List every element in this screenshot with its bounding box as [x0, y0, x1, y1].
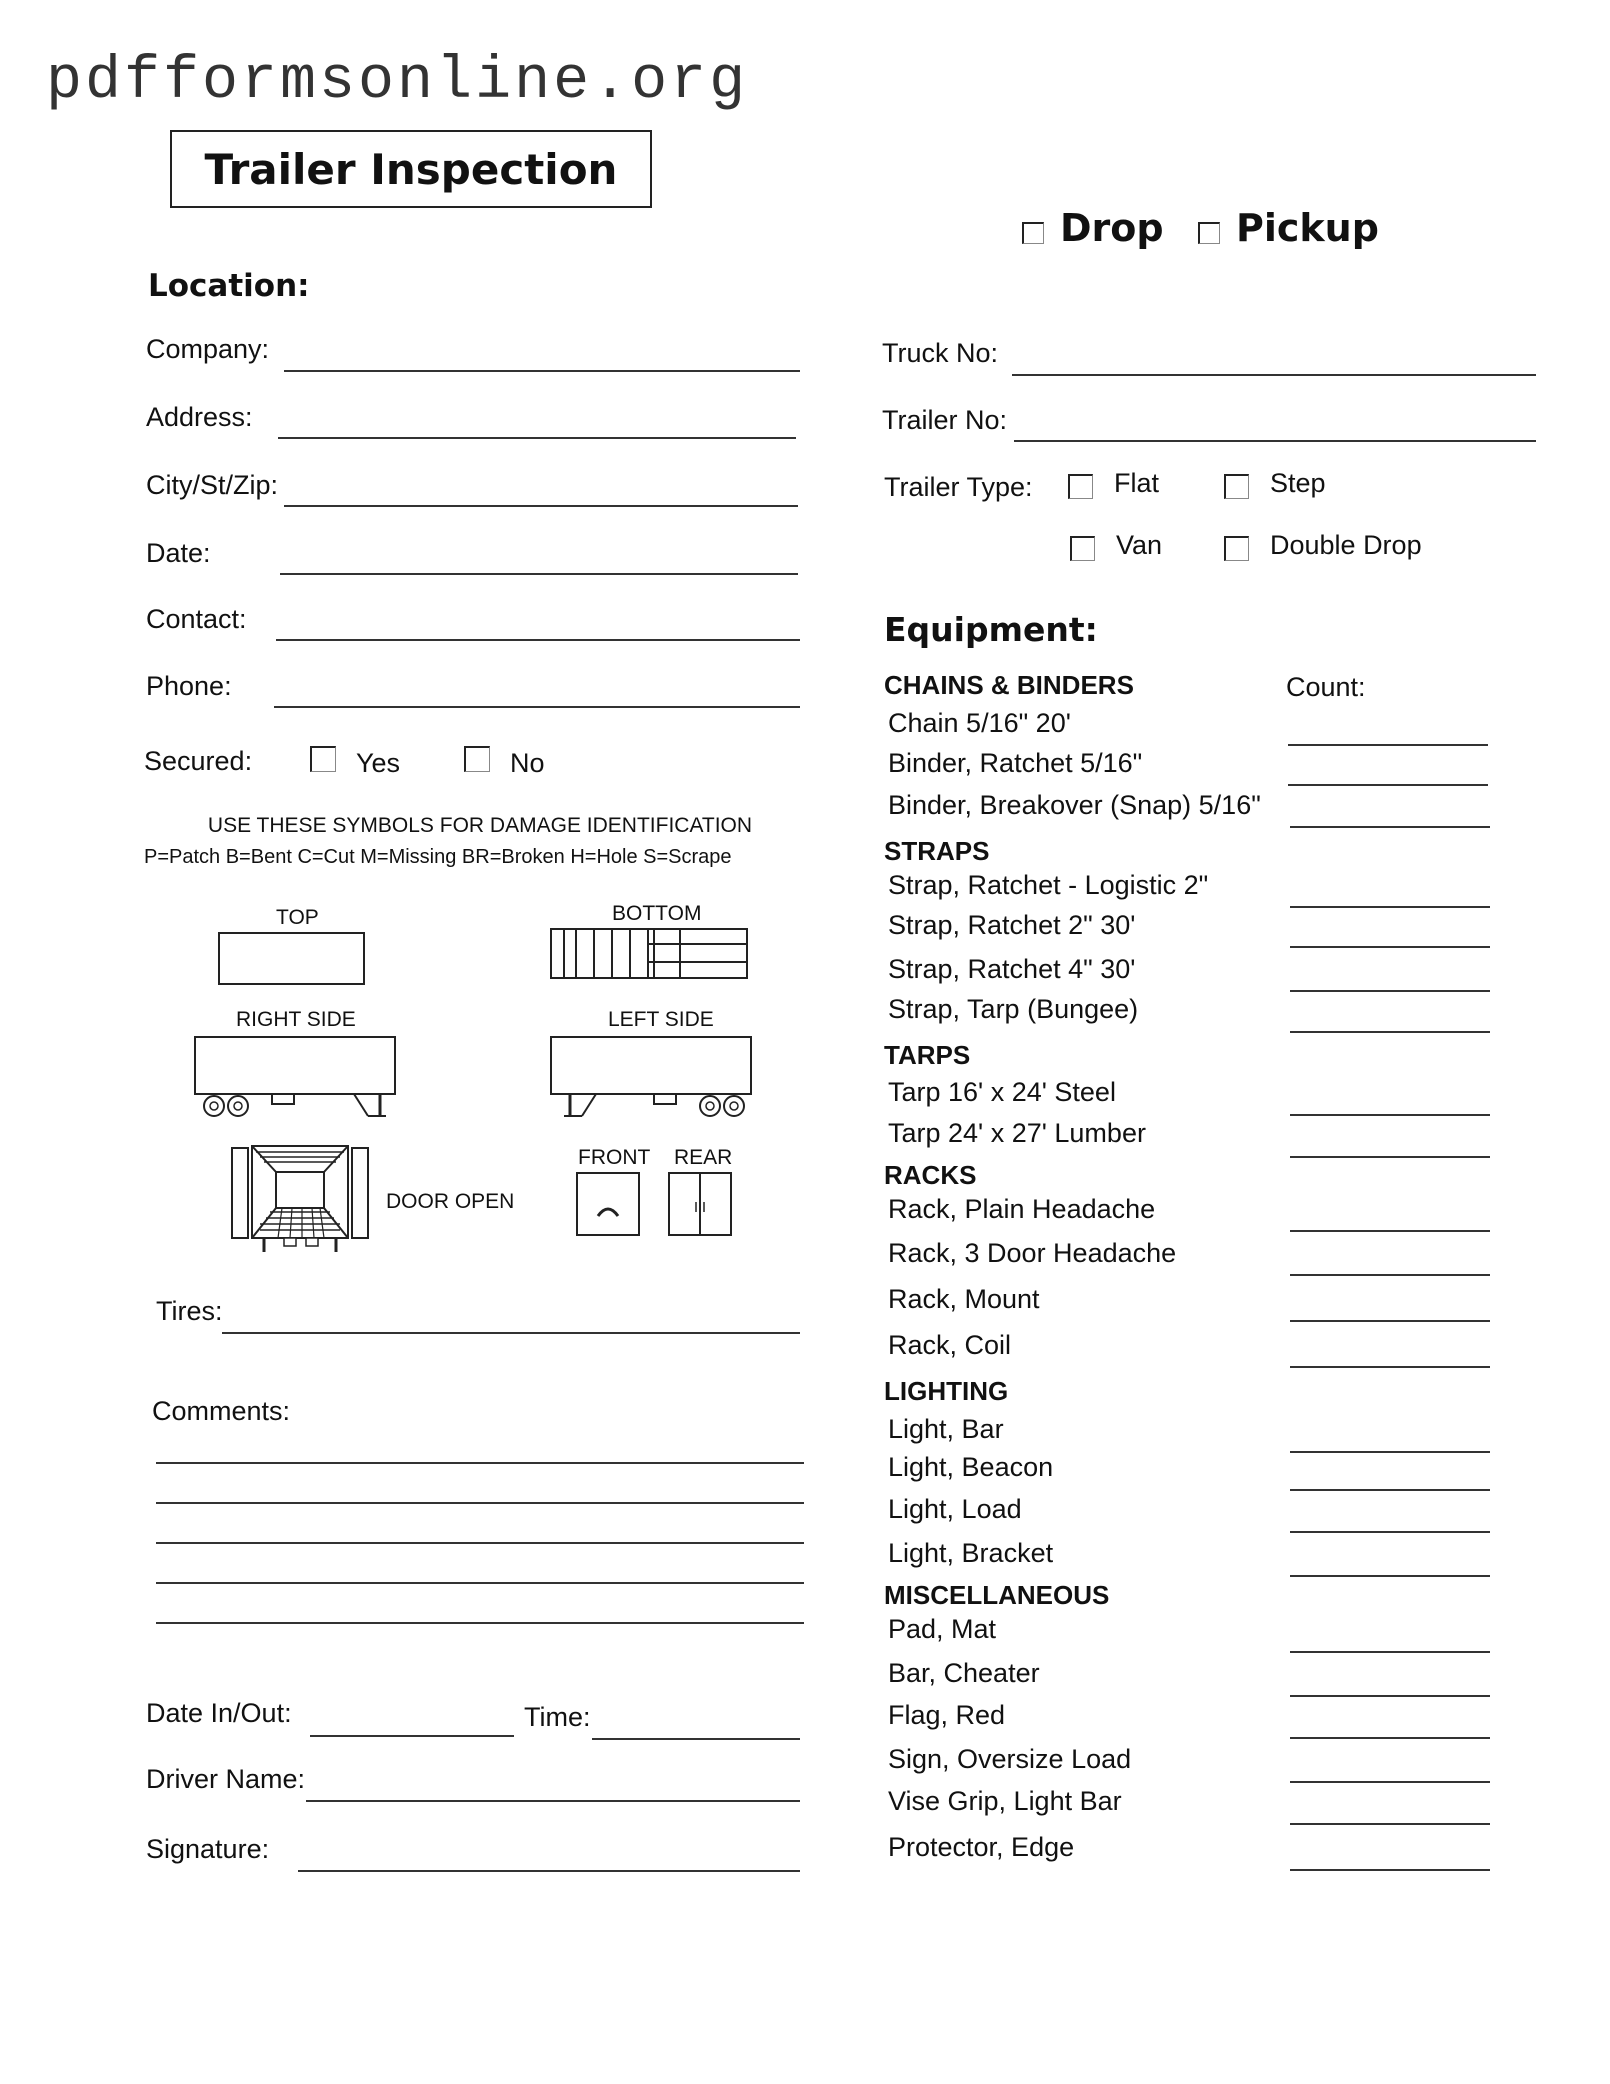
section-miscellaneous: MISCELLANEOUS [884, 1580, 1110, 1610]
count-field[interactable] [1288, 784, 1488, 786]
comments-line[interactable] [156, 1502, 804, 1504]
tires-field[interactable] [222, 1332, 800, 1334]
contact-field[interactable] [276, 639, 800, 641]
secured-yes-checkbox[interactable] [310, 746, 336, 772]
equipment-item: Vise Grip, Light Bar [888, 1786, 1122, 1816]
section-chains-binders: CHAINS & BINDERS [884, 670, 1134, 700]
equipment-item: Light, Beacon [888, 1452, 1054, 1482]
pickup-checkbox[interactable] [1198, 222, 1220, 244]
equipment-item: Light, Bar [888, 1414, 1004, 1444]
equipment-item: Tarp 16' x 24' Steel [888, 1077, 1116, 1107]
bottom-view-label: BOTTOM [612, 902, 702, 925]
equipment-item: Bar, Cheater [888, 1658, 1040, 1688]
phone-field[interactable] [274, 706, 800, 708]
trailer-type-label: Trailer Type: [884, 472, 1033, 502]
count-field[interactable] [1290, 1489, 1490, 1491]
contact-label: Contact: [146, 604, 247, 634]
symbols-heading: USE THESE SYMBOLS FOR DAMAGE IDENTIFICATION [207, 814, 753, 837]
count-field[interactable] [1290, 1869, 1490, 1871]
door-open-diagram[interactable] [230, 1144, 374, 1256]
time-field[interactable] [592, 1738, 800, 1740]
count-field[interactable] [1290, 826, 1490, 828]
comments-label: Comments: [152, 1396, 291, 1426]
count-field[interactable] [1290, 1737, 1490, 1739]
top-view-label: TOP [276, 906, 319, 929]
trailer-type-flat-label: Flat [1114, 468, 1160, 498]
count-field[interactable] [1290, 1651, 1490, 1653]
section-straps: STRAPS [884, 836, 990, 866]
driver-name-label: Driver Name: [146, 1764, 306, 1794]
equipment-item: Light, Bracket [888, 1538, 1054, 1568]
equipment-item: Rack, Plain Headache [888, 1194, 1156, 1224]
count-field[interactable] [1290, 1531, 1490, 1533]
equipment-item: Binder, Breakover (Snap) 5/16" [888, 790, 1261, 820]
count-field[interactable] [1290, 946, 1490, 948]
time-label: Time: [524, 1702, 591, 1732]
secured-label: Secured: [144, 746, 253, 776]
signature-field[interactable] [298, 1870, 800, 1872]
symbols-legend: P=Patch B=Bent C=Cut M=Missing BR=Broken H=Hole S=Scrape [144, 846, 732, 868]
date-in-out-label: Date In/Out: [146, 1698, 292, 1728]
count-field[interactable] [1290, 1230, 1490, 1232]
bottom-view-diagram[interactable] [550, 928, 750, 980]
address-label: Address: [146, 402, 253, 432]
count-field[interactable] [1290, 1156, 1490, 1158]
trailer-no-field[interactable] [1014, 440, 1536, 442]
location-heading: Location: [148, 268, 310, 304]
city-field[interactable] [284, 505, 798, 507]
section-lighting: LIGHTING [884, 1376, 1009, 1406]
door-open-label: DOOR OPEN [386, 1190, 515, 1213]
equipment-item: Strap, Tarp (Bungee) [888, 994, 1139, 1024]
left-side-diagram[interactable] [550, 1036, 756, 1120]
equipment-item: Strap, Ratchet 4" 30' [888, 954, 1136, 984]
equipment-heading: Equipment: [884, 610, 1098, 649]
top-view-diagram[interactable] [218, 932, 366, 986]
company-field[interactable] [284, 370, 800, 372]
drop-checkbox[interactable] [1022, 222, 1044, 244]
pickup-label: Pickup [1236, 206, 1379, 250]
equipment-item: Strap, Ratchet 2" 30' [888, 910, 1136, 940]
truck-no-field[interactable] [1012, 374, 1536, 376]
equipment-item: Binder, Ratchet 5/16" [888, 748, 1143, 778]
truck-no-label: Truck No: [882, 338, 999, 368]
count-field[interactable] [1288, 744, 1488, 746]
right-side-label: RIGHT SIDE [236, 1008, 356, 1031]
count-field[interactable] [1290, 1114, 1490, 1116]
equipment-item: Light, Load [888, 1494, 1022, 1524]
comments-line[interactable] [156, 1622, 804, 1624]
trailer-no-label: Trailer No: [882, 405, 1008, 435]
date-label: Date: [146, 538, 211, 568]
equipment-item: Rack, Coil [888, 1330, 1012, 1360]
equipment-item: Protector, Edge [888, 1832, 1075, 1862]
trailer-type-step-label: Step [1270, 468, 1326, 498]
drop-label: Drop [1060, 206, 1164, 250]
watermark: pdfformsonline.org [46, 48, 749, 116]
count-field[interactable] [1290, 1274, 1490, 1276]
equipment-item: Rack, 3 Door Headache [888, 1238, 1177, 1268]
equipment-item: Rack, Mount [888, 1284, 1040, 1314]
date-in-out-field[interactable] [310, 1735, 514, 1737]
comments-line[interactable] [156, 1582, 804, 1584]
count-field[interactable] [1290, 1695, 1490, 1697]
company-label: Company: [146, 334, 270, 364]
trailer-type-van-label: Van [1116, 530, 1163, 560]
date-field[interactable] [280, 573, 798, 575]
section-racks: RACKS [884, 1160, 977, 1190]
rear-view-diagram[interactable] [668, 1172, 734, 1238]
city-label: City/St/Zip: [146, 470, 279, 500]
trailer-type-flat-checkbox[interactable] [1068, 474, 1093, 499]
count-field[interactable] [1290, 1366, 1490, 1368]
equipment-item: Sign, Oversize Load [888, 1744, 1132, 1774]
count-field[interactable] [1290, 1451, 1490, 1453]
form-title: Trailer Inspection [170, 130, 652, 208]
secured-yes-label: Yes [356, 748, 401, 778]
driver-name-field[interactable] [306, 1800, 800, 1802]
equipment-item: Tarp 24' x 27' Lumber [888, 1118, 1146, 1148]
count-field[interactable] [1290, 1823, 1490, 1825]
secured-no-checkbox[interactable] [464, 746, 490, 772]
rear-view-label: REAR [674, 1146, 733, 1169]
trailer-type-double-drop-label: Double Drop [1270, 530, 1422, 560]
count-header: Count: [1286, 672, 1366, 702]
count-field[interactable] [1290, 906, 1490, 908]
equipment-item: Chain 5/16" 20' [888, 708, 1071, 738]
trailer-type-van-checkbox[interactable] [1070, 536, 1095, 561]
count-field[interactable] [1290, 1320, 1490, 1322]
equipment-item: Pad, Mat [888, 1614, 997, 1644]
front-view-diagram[interactable] [576, 1172, 642, 1238]
address-field[interactable] [278, 437, 796, 439]
signature-label: Signature: [146, 1834, 270, 1864]
secured-no-label: No [510, 748, 545, 778]
comments-line[interactable] [156, 1542, 804, 1544]
right-side-diagram[interactable] [194, 1036, 400, 1120]
count-field[interactable] [1290, 1575, 1490, 1577]
count-field[interactable] [1290, 990, 1490, 992]
equipment-item: Strap, Ratchet - Logistic 2" [888, 870, 1209, 900]
phone-label: Phone: [146, 671, 232, 701]
tires-label: Tires: [156, 1296, 223, 1326]
count-field[interactable] [1290, 1781, 1490, 1783]
equipment-item: Flag, Red [888, 1700, 1006, 1730]
trailer-type-double-drop-checkbox[interactable] [1224, 536, 1249, 561]
left-side-label: LEFT SIDE [608, 1008, 714, 1031]
section-tarps: TARPS [884, 1040, 971, 1070]
trailer-type-step-checkbox[interactable] [1224, 474, 1249, 499]
comments-line[interactable] [156, 1462, 804, 1464]
count-field[interactable] [1290, 1031, 1490, 1033]
front-view-label: FRONT [578, 1146, 651, 1169]
